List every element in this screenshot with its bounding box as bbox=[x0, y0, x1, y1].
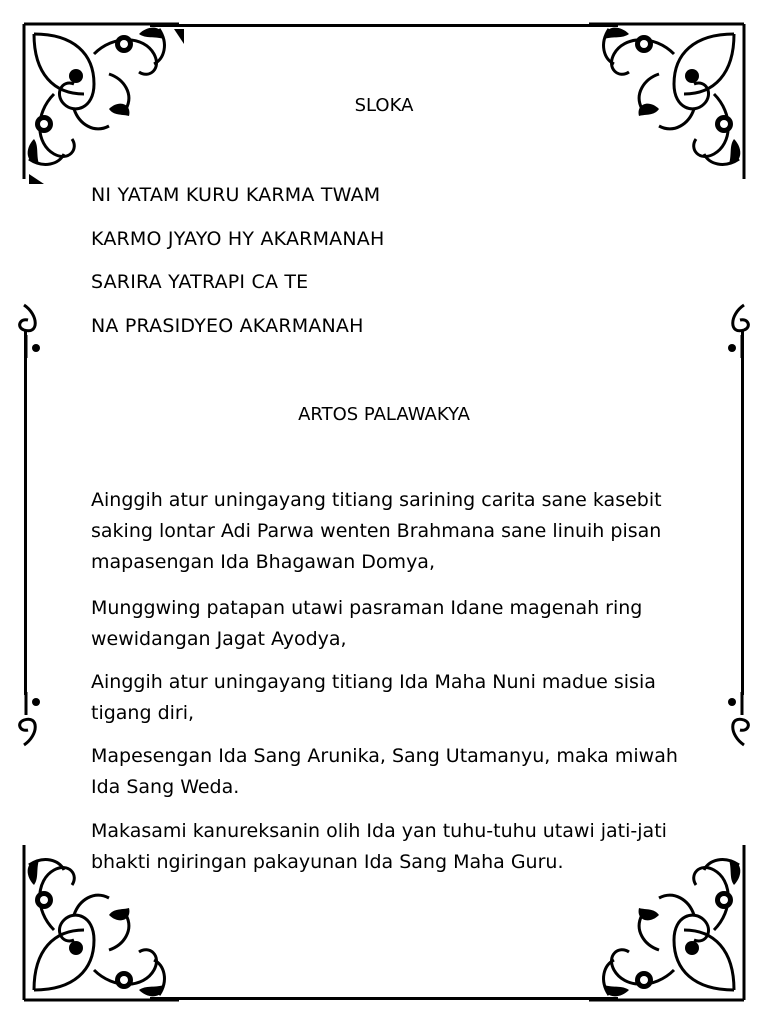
frame-top-line bbox=[150, 24, 618, 27]
sloka-line: NA PRASIDYEO AKARMANAH bbox=[91, 315, 364, 337]
artos-paragraph: Ainggih atur uningayang titiang sarining carita sane kasebit saking lontar Adi Parwa wenten Brahmana sane linuih pisan mapasengan Ida Bhagawan Domya, bbox=[91, 489, 662, 573]
floral-side-ornament-icon bbox=[14, 690, 44, 750]
floral-side-ornament-icon bbox=[724, 690, 754, 750]
sloka-line: KARMO JYAYO HY AKARMANAH bbox=[91, 228, 385, 250]
artos-paragraph: Mapesengan Ida Sang Arunika, Sang Utamanyu, maka miwah Ida Sang Weda. bbox=[91, 745, 678, 798]
floral-side-ornament-icon bbox=[14, 300, 44, 360]
frame-bottom-line bbox=[150, 997, 618, 1000]
sloka-line: NI YATAM KURU KARMA TWAM bbox=[91, 184, 381, 206]
sloka-line: SARIRA YATRAPI CA TE bbox=[91, 271, 309, 293]
artos-paragraph: Ainggih atur uningayang titiang Ida Maha Nuni madue sisia tigang diri, bbox=[91, 671, 656, 724]
frame-left-line bbox=[24, 330, 27, 695]
frame-right-line bbox=[741, 330, 744, 695]
floral-side-ornament-icon bbox=[724, 300, 754, 360]
artos-paragraph: Munggwing patapan utawi pasraman Idane magenah ring wewidangan Jagat Ayodya, bbox=[91, 597, 643, 650]
artos-paragraph: Makasami kanureksanin olih Ida yan tuhu-tuhu utawi jati-jati bhakti ngiringan pakayunan Ida Sang Maha Guru. bbox=[91, 820, 667, 873]
artos-title: ARTOS PALAWAKYA bbox=[298, 404, 470, 425]
sloka-title: SLOKA bbox=[354, 95, 414, 116]
